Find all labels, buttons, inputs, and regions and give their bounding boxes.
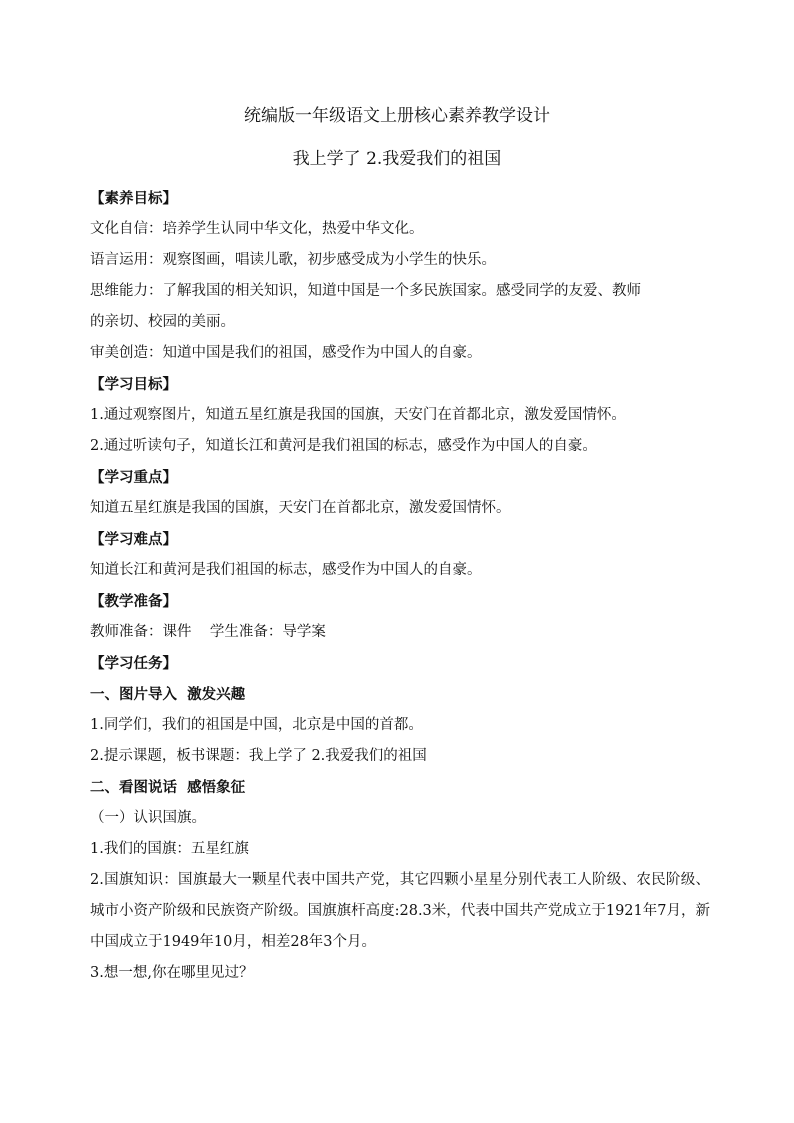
goal-culture: 文化自信：培养学生认同中华文化，热爱中华文化。 [90,221,424,237]
section-heading-literacy-goals: 【素养目标】 [90,190,177,207]
document-body [90,183,710,989]
section-heading-tasks: 【学习任务】 [90,655,177,672]
section-heading-key-points: 【学习重点】 [90,469,177,486]
preparation-text: 教师准备：课件 学生准备：导学案 [90,624,326,640]
section-heading-difficulties: 【学习难点】 [90,531,177,548]
learning-goal-2: 2.通过听读句子，知道长江和黄河是我们祖国的标志，感受作为中国人的自豪。 [90,438,597,454]
section-heading-preparation: 【教学准备】 [90,593,177,610]
subsection-flag: （一）认识国旗。 [90,810,206,826]
goal-language: 语言运用：观察图画，唱读儿歌，初步感受成为小学生的快乐。 [90,252,496,268]
flag-knowledge-paragraph: 2.国旗知识：国旗最大一颗星代表中国共产党，其它四颗小星星分别代表工人阶级、农民阶级、城市小资产阶级和民族资产阶级。国旗旗杆高度:28.3米，代表中国共产党成立于1921年7月，新中国成立于1949年10月，相差28年3个月。 [90,872,710,950]
lesson-title: 我上学了 2.我爱我们的祖国 [292,149,502,169]
flag-step-1: 1.我们的国旗：五星红旗 [90,841,249,857]
difficulty-text: 知道长江和黄河是我们祖国的标志，感受作为中国人的自豪。 [90,562,482,578]
key-point-text: 知道五星红旗是我国的国旗，天安门在首都北京，激发爱国情怀。 [90,500,511,516]
task-heading-1: 一、图片导入 激发兴趣 [90,686,246,703]
task-1-step-1: 1.同学们，我们的祖国是中国，北京是中国的首都。 [90,717,423,733]
task-heading-2: 二、看图说话 感悟象征 [90,779,246,796]
task-1-step-2: 2.提示课题，板书课题：我上学了 2.我爱我们的祖国 [90,748,427,764]
learning-goal-1: 1.通过观察图片，知道五星红旗是我国的国旗，天安门在首都北京，激发爱国情怀。 [90,407,626,423]
section-heading-learning-goals: 【学习目标】 [90,376,177,393]
flag-step-3: 3.想一想,你在哪里见过？ [90,965,254,981]
goal-aesthetic: 审美创造：知道中国是我们的祖国，感受作为中国人的自豪。 [90,345,482,361]
goal-thinking-line1: 思维能力：了解我国的相关知识，知道中国是一个多民族国家。感受同学的友爱、教师 [90,283,641,299]
goal-thinking-line2: 的亲切、校园的美丽。 [90,314,235,330]
document-title: 统编版一年级语文上册核心素养教学设计 [244,106,550,126]
